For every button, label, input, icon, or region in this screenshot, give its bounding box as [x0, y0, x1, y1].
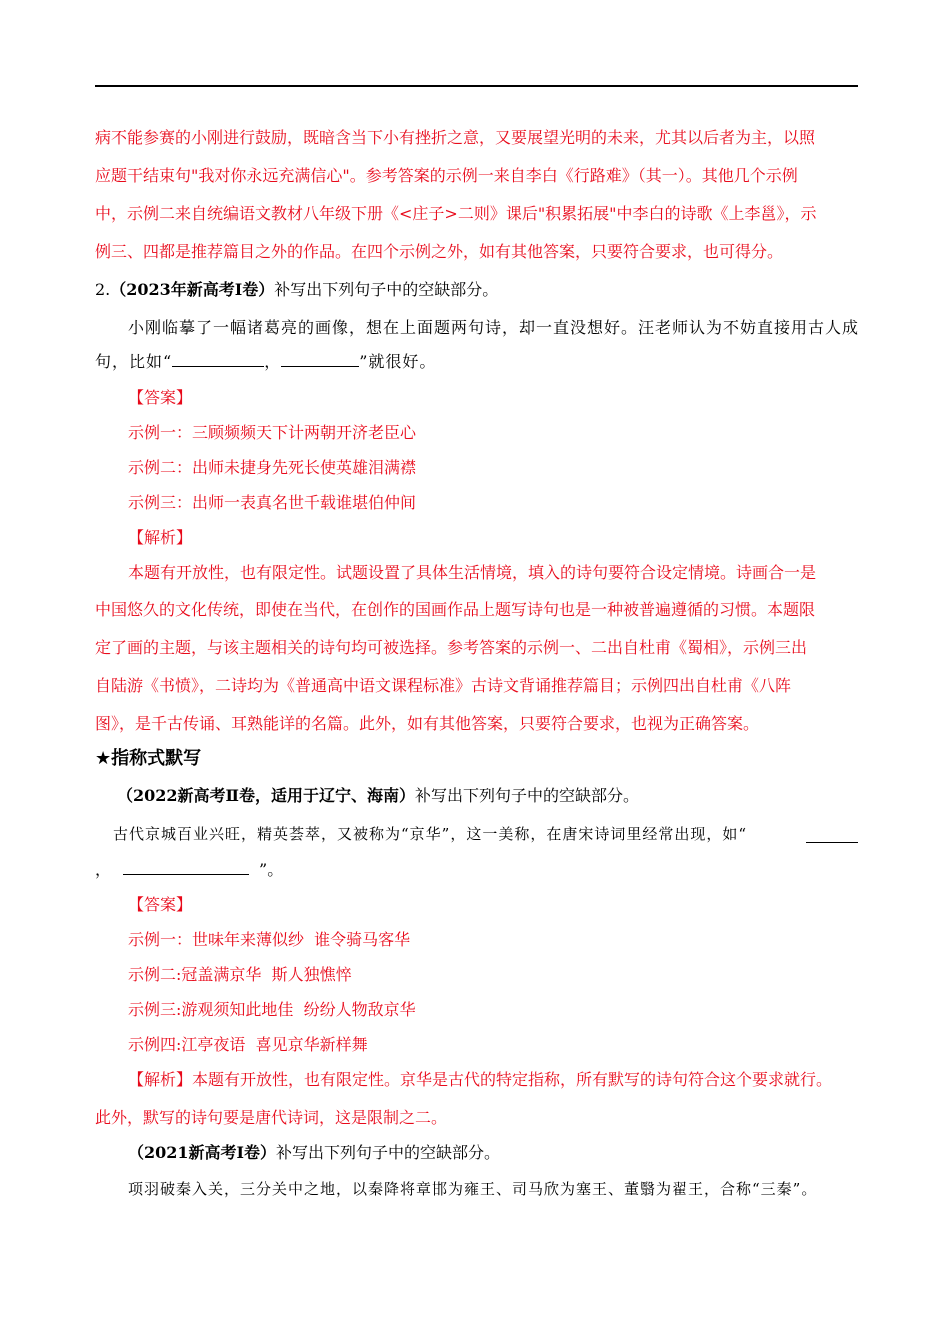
header-rule [95, 85, 858, 87]
answer-example: 示例三:游观须知此地佳 纷纷人物敌京华 [128, 1000, 416, 1019]
question-header [117, 786, 639, 806]
fill-blank [806, 828, 858, 843]
question-source: （2021新高考Ⅰ卷） [128, 1143, 277, 1162]
question-stem: ， ”。 [95, 860, 284, 879]
analysis-line: 中，示例二来自统编语文教材八年级下册《<庄子>二则》课后"积累拓展"中李白的诗歌《上李邕》，示 [95, 204, 817, 223]
analysis-line: 【解析】本题有开放性，也有限定性。京华是古代的特定指称，所有默写的诗句符合这个要求就行。 [128, 1070, 833, 1089]
answer-example: 示例一：三顾频频天下计两朝开济老臣心 [128, 423, 417, 442]
analysis-tag: 【解析】 [128, 528, 193, 547]
question-header [128, 1143, 500, 1163]
analysis-line: 自陆游《书愤》，二诗均为《普通高中语文课程标准》古诗文背诵推荐篇目；示例四出自杜甫《八阵 [95, 676, 792, 695]
question-source: （2022新高考Ⅱ卷，适用于辽宁、海南） [117, 786, 416, 805]
analysis-line: 此外，默写的诗句要是唐代诗词，这是限制之二。 [95, 1108, 448, 1127]
answer-tag: 【答案】 [128, 895, 193, 914]
answer-example: 示例一：世味年来薄似纱 谁令骑马客华 [128, 930, 411, 949]
answer-example: 示例四:江亭夜语 喜见京华新样舞 [128, 1035, 368, 1054]
question-stem: 小刚临摹了一幅诸葛亮的画像，想在上面题两句诗，却一直没想好。汪老师认为不妨直接用古人成 [128, 318, 860, 337]
question-source: （2023年新高考Ⅰ卷） [110, 280, 275, 299]
analysis-line: 定了画的主题，与该主题相关的诗句均可被选择。参考答案的示例一、二出自杜甫《蜀相》，示例三出 [95, 638, 808, 657]
analysis-line: 病不能参赛的小刚进行鼓励，既暗含当下小有挫折之意，又要展望光明的未来，尤其以后者为主，以照 [95, 128, 816, 147]
analysis-line: 应题干结束句"我对你永远充满信心"。参考答案的示例一来自李白《行路难》（其一）。其他几个示例 [95, 166, 798, 185]
fill-blank [281, 352, 359, 367]
fill-blank [123, 860, 249, 875]
analysis-line: 图》，是千古传诵、耳熟能详的名篇。此外，如有其他答案，只要符合要求，也视为正确答案。 [95, 714, 760, 733]
analysis-line: 本题有开放性，也有限定性。试题设置了具体生活情境，填入的诗句要符合设定情境。诗画合一是 [128, 563, 817, 582]
question-header [95, 280, 498, 300]
analysis-line: 例三、四都是推荐篇目之外的作品。在四个示例之外，如有其他答案，只要符合要求，也可得分。 [95, 242, 784, 261]
fill-blank [172, 352, 264, 367]
analysis-line: 中国悠久的文化传统，即使在当代，在创作的国画作品上题写诗句也是一种被普遍遵循的习惯。本题限 [95, 600, 816, 619]
question-instruction: 补写出下列句子中的空缺部分。 [415, 786, 640, 805]
question-stem: 句，比如“ ， ”就很好。 [95, 352, 437, 371]
question-stem: 项羽破秦入关，三分关中之地，以秦降将章邯为雍王、司马欣为塞王、董翳为翟王，合称“三秦”。 [128, 1180, 818, 1198]
answer-tag: 【答案】 [128, 388, 193, 407]
question-instruction: 补写出下列句子中的空缺部分。 [274, 280, 499, 299]
analysis-tag: 【解析】 [128, 1070, 193, 1089]
answer-example: 示例二:冠盖满京华 斯人独憔悴 [128, 965, 352, 984]
section-heading: ★指称式默写 [95, 748, 202, 769]
question-number: 2. [95, 280, 111, 299]
answer-example: 示例三：出师一表真名世千载谁堪伯仲间 [128, 493, 417, 512]
question-instruction: 补写出下列句子中的空缺部分。 [276, 1143, 501, 1162]
answer-example: 示例二：出师未捷身先死长使英雄泪满襟 [128, 458, 417, 477]
question-stem: 古代京城百业兴旺，精英荟萃，又被称为“京华”，这一美称，在唐宋诗词里经常出现，如“ [113, 825, 748, 843]
